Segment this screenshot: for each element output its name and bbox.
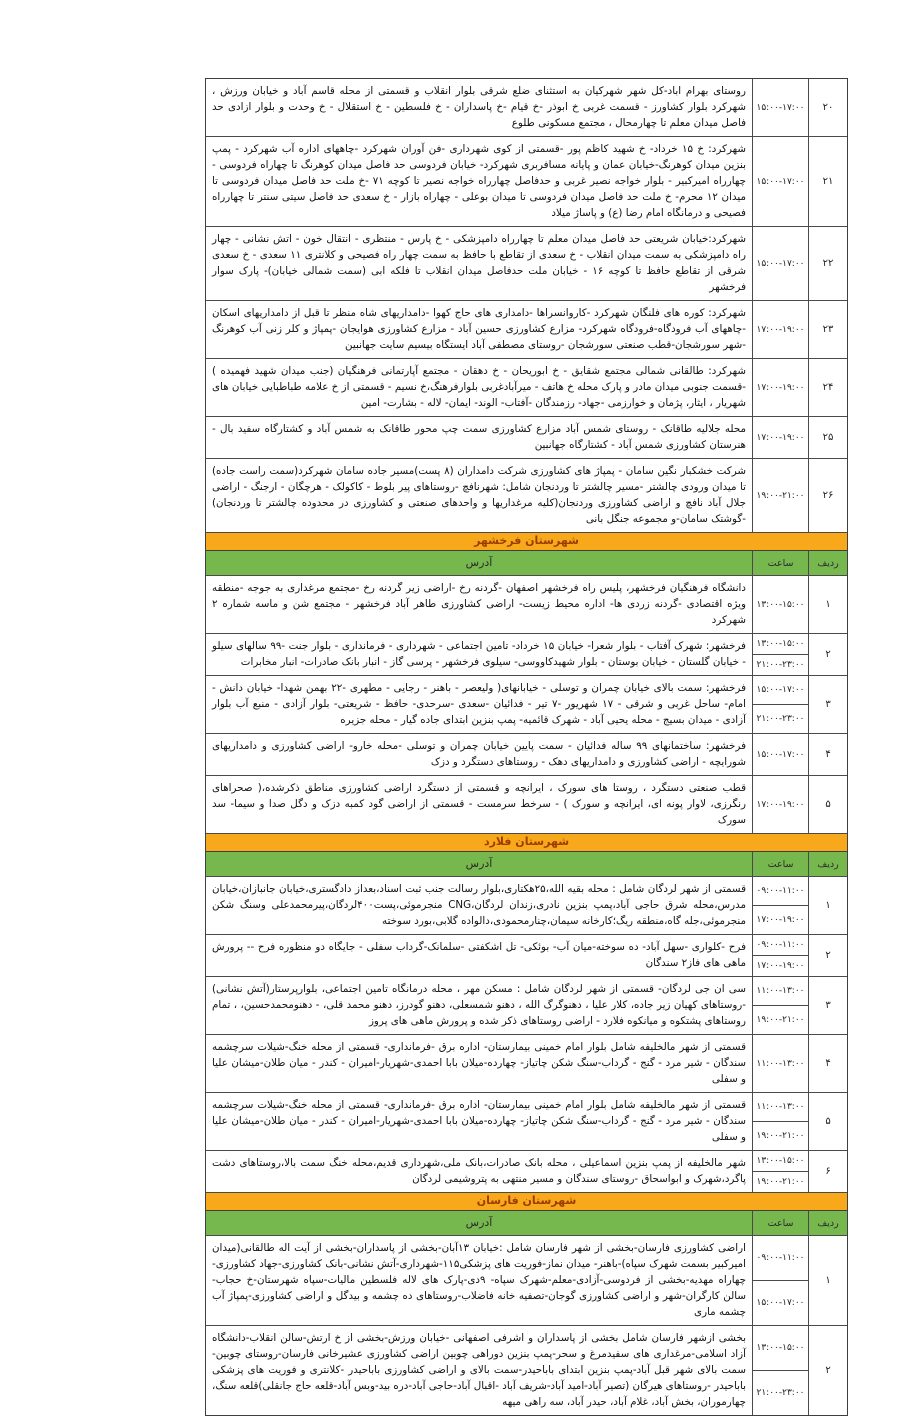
section-header: شهرستان فلارد bbox=[206, 834, 847, 852]
time-cell bbox=[752, 459, 808, 532]
time-slot: ۲۱:۰۰-۲۳:۰۰ bbox=[753, 654, 808, 675]
address-cell: شهرکرد: طالقانی شمالی مجتمع شقایق - خ ابوریحان - خ دهقان - مجتمع آپارتمانی فرهنگیان (جنب میدان شهید فهمیده ) -قسمت جنوبی میدان مادر و پارک محله خ هاتف - میرآبادغربی بلوارفرهنگ،خ نسیم - قسمتی از خ علامه طباطبایی خیابان های شهریار ، ایثار، پژمان و خوارزمی -جهاد- رزمندگان -آفتاب- الوند- ایمان- لاله - بشارت- امین bbox=[212, 365, 746, 409]
time-column-header: ساعت bbox=[752, 1211, 808, 1235]
row-number: ۲ bbox=[808, 1326, 847, 1415]
time-slot: ۱۵:۰۰-۱۷:۰۰ bbox=[753, 1280, 808, 1325]
table-row bbox=[206, 137, 847, 227]
table-row bbox=[206, 1093, 847, 1151]
time-slot: ۱۱:۰۰-۱۳:۰۰ bbox=[756, 986, 805, 996]
table-row bbox=[206, 935, 847, 977]
address-cell: بخشی ازشهر فارسان شامل بخشی از پاسداران و اشرفی اصفهانی -خیابان ورزش-بخشی از خ ارتش-سالن انقلاب-دانشگاه آزاد اسلامی-مرغداری های سفیدمرغ و سحر-پمپ بنزین دوراهی چوبین اراضی کشاورزی عشیرخانی فارسان-روستای چوبین-سمت بالای شهر قبل آباد-پمپ بنزین ابتدای باباحیدر-سمت بالای و اراضی کشاورزی باباحیدر -کلانتری و فوریت های پزشکی باباحیدر -روستاهای هیرگان (تصیر آباد-امید آباد-شریف آباد -اقبال آباد-حاجی آباد-دره بید-وبس آباد-قلعه حاج جانقلی)قلعه سنگ، چهارموران، بخش آباد، غلام آباد، حیدر آباد، سه راهی میهه bbox=[212, 1332, 746, 1408]
address-cell: قسمتی از شهر مالخلیفه شامل بلوار امام خمینی بیمارستان- اداره برق -فرمانداری- قسمتی از محله خنگ-شیلات سرچشمه سندگان - شیر مرد - گنج - گرداب-سنگ شکن چاتیاز- چهارده-میلان بابا احمدی-شهریار-امیران - کندر - میان طلان-میشان علیا و سفلی bbox=[212, 1099, 746, 1143]
time-cell bbox=[752, 877, 808, 934]
address-cell: اراضی کشاورزی فارسان-بخشی از شهر فارسان شامل :خیابان ۱۳آبان-بخشی از پاسداران-بخشی از آیت اله طالقانی(میدان امیرکبیر بسمت شهرک سپاه)-باهنر- میدان نماز-فوریت های پزشکی۱۱۵-شهرداری-آتش نشانی-بانک کشاورزی-جهاد کشاورزی-چهاراه مهدیه-بخشی از فردوسی-آزادی-معلم-شهرک سپاه- ۹دی-پارک های لاله فلسطین مالیات-سپاه شهرستان-خ حجاب-سالن کارگران-شهر و اراضی کشاورزی گوجان-تصفیه خانه فاضلاب-روستاهای ده چشمه و بیدگل و اراضی کشاورزی-پمپاژ آب چشمه ماری bbox=[212, 1242, 746, 1318]
time-slot: ۱۳:۰۰-۱۵:۰۰ bbox=[756, 599, 805, 610]
time-slot: ۱۳:۰۰-۱۵:۰۰ bbox=[756, 1156, 805, 1166]
time-column-header: ساعت bbox=[752, 551, 808, 575]
time-slot: ۱۳:۰۰-۱۵:۰۰ bbox=[756, 639, 805, 649]
time-cell bbox=[752, 576, 808, 633]
time-slot: ۱۷:۰۰-۱۹:۰۰ bbox=[753, 955, 808, 976]
table-body bbox=[206, 79, 847, 1415]
column-header-row bbox=[206, 1211, 847, 1236]
time-slot: ۲۱:۰۰-۲۳:۰۰ bbox=[753, 1370, 808, 1415]
address-cell: شهرکرد: خ ۱۵ خرداد- خ شهید کاظم پور -قسمتی از کوی شهرداری -فن آوران شهرکرد -چاههای اداره آب شهرکرد - پمپ بنزین میدان کوهرنگ-خیابان عمان و پایانه مسافربری شهرکرد- خیابان فردوسی حد فاصل میدان کوهرنگ تا چهاراه فردوسی - چهارراه امیرکبیر - بلوار خواجه نصیر غربی و حدفاصل چهارراه خواجه نصیر تا کوچه ۷۱ -خ ملت حد فاصل میدان فردوسی تا میدان ۱۲ محرم- خ ملت حد فاصل میدان فردوسی تا میدان بوعلی - چهاراه بازار - خ سعدی حد فاصل سیتی سنتر تا چهارراه فصیحی و درمانگاه امام رضا (ع) و پاساژ میلاد bbox=[212, 143, 747, 219]
address-cell: قسمتی از شهر لردگان شامل : محله بقیه الله،۲۵هکتاری،بلوار رسالت جنب ثبت اسناد،بعداز دادگستری،خیابان جانبازان،خیابان مدرس،محله شرق حاجی آباد،پمپ بنزین نادری،زندان لردگان،CNG منجرموئی،پست۴۰۰لردگان،پیرمحمدعلی وسنگ شکن منجرموئی،جله گاه،منطقه ریگ؛کارخانه سیمان،چنارمحمودی،دالواده گلابی،بورد سوخته bbox=[212, 883, 746, 927]
address-cell: شهر مالخلیفه از پمپ بنزین اسماعیلی ، محله بانک صادرات،بانک ملی،شهرداری قدیم،محله خنگ سمت بالا،روستاهای دشت پاگرد،شهرک و ابواسحاق -روستای سندگان و مسیر منتهی به پتروشیمی لردگان bbox=[212, 1157, 746, 1185]
time-cell bbox=[752, 1093, 808, 1150]
address-column-header: آدرس bbox=[465, 1216, 493, 1229]
time-cell bbox=[752, 359, 808, 416]
row-column-header: ردیف bbox=[808, 551, 847, 575]
address-cell: روستای بهرام اباد-کل شهر شهرکیان به استثنای ضلع شرقی بلوار انقلاب و قسمتی از محله قاسم آباد و خیابان ورزش ، شهرکرد بلوار کشاورز - قسمت غربی خ ابوذر -خ قیام -خ پاسداران - خ فلسطین - خ استقلال - خ وحدت و بلوار ازادی حد فاصل میدان معلم تا چهارمحال ، مجتمع مسکونی طلوع bbox=[212, 85, 746, 129]
address-cell: شهرکرد:خیابان شریعتی حد فاصل میدان معلم تا چهارراه دامپزشکی - خ پارس - منتظری - انتقال خون - اتش نشانی - چهار راه دامپزشکی به سمت میدان انقلاب - خ سعدی از تقاطع با حافظ به سمت چهار راه فصیحی و کلانتری ۱۱ سعدی - خ سعدی شرقی از تقاطع حافظ تا کوچه ۱۶ - خیابان ملت حدفاصل میدان انقلاب تا فلکه ابی (سمت شمالی خیابان)- پارک سوار فرخشهر bbox=[212, 233, 747, 293]
address-cell: سی ان جی لردگان- قسمتی از شهر لردگان شامل : مسکن مهر ، محله درمانگاه تامین اجتماعی، بلوارپرستار(آتش نشانی) -روستاهای کهیان زیر جاده، کلار علیا ، دهنوگرگ الله ، دهنو شمسعلی، دهنو گودرز، دهنو محمد قلی، - دهنومحمدحسین، ، تمام روستاهای پشتکوه و میانکوه فلارد - اراضی روستاهای ذکر شده و پرورش ماهی های پروز bbox=[212, 983, 746, 1027]
column-header-row bbox=[206, 551, 847, 576]
row-number: ۲۲ bbox=[808, 227, 847, 300]
table-row bbox=[206, 676, 847, 734]
table-row bbox=[206, 417, 847, 459]
table-row bbox=[206, 79, 847, 137]
time-slot: ۰۹:۰۰-۱۱:۰۰ bbox=[756, 886, 805, 896]
row-number: ۲۶ bbox=[808, 459, 847, 532]
time-cell bbox=[752, 776, 808, 833]
time-slot: ۱۱:۰۰-۱۳:۰۰ bbox=[756, 1102, 805, 1112]
time-slot: ۱۹:۰۰-۲۱:۰۰ bbox=[753, 1121, 808, 1150]
time-slot: ۱۹:۰۰-۲۱:۰۰ bbox=[756, 490, 805, 501]
time-cell bbox=[752, 935, 808, 976]
row-number: ۵ bbox=[808, 1093, 847, 1150]
address-cell: دانشگاه فرهنگیان فرخشهر، پلیس راه فرخشهر اصفهان -گردنه رخ -اراضی زیر گردنه رخ -مجتمع مرغداری به جوجه -منطقه ویژه اقتصادی -گردنه زردی ها- اداره محیط زیست- اراضی کشاورزی طاهر آباد فرخشهر - مجتمع شن و ماسه شماره ۲ شهرکرد bbox=[212, 582, 746, 626]
time-cell bbox=[752, 977, 808, 1034]
time-slot: ۱۹:۰۰-۲۱:۰۰ bbox=[753, 1171, 808, 1192]
time-slot: ۱۵:۰۰-۱۷:۰۰ bbox=[756, 176, 805, 187]
table-row bbox=[206, 734, 847, 776]
row-number: ۲ bbox=[808, 634, 847, 675]
row-column-header: ردیف bbox=[808, 852, 847, 876]
time-slot: ۱۵:۰۰-۱۷:۰۰ bbox=[756, 749, 805, 760]
time-cell bbox=[752, 734, 808, 775]
table-row bbox=[206, 634, 847, 676]
row-number: ۱ bbox=[808, 1236, 847, 1325]
table-row bbox=[206, 1151, 847, 1193]
time-slot: ۱۹:۰۰-۲۱:۰۰ bbox=[753, 1005, 808, 1034]
table-row bbox=[206, 1326, 847, 1415]
time-slot: ۱۵:۰۰-۱۷:۰۰ bbox=[756, 102, 805, 113]
time-slot: ۱۷:۰۰-۱۹:۰۰ bbox=[753, 905, 808, 934]
time-cell bbox=[752, 301, 808, 358]
time-cell bbox=[752, 1326, 808, 1415]
row-number: ۲۰ bbox=[808, 79, 847, 136]
time-slot: ۱۷:۰۰-۱۹:۰۰ bbox=[756, 324, 805, 335]
time-slot: ۲۱:۰۰-۲۳:۰۰ bbox=[753, 704, 808, 733]
time-cell bbox=[752, 676, 808, 733]
time-cell bbox=[752, 227, 808, 300]
table-row bbox=[206, 1035, 847, 1093]
time-column-header: ساعت bbox=[752, 852, 808, 876]
time-slot: ۱۵:۰۰-۱۷:۰۰ bbox=[756, 258, 805, 269]
row-number: ۲ bbox=[808, 935, 847, 976]
section-header: شهرستان فرخشهر bbox=[206, 533, 847, 551]
time-slot: ۱۷:۰۰-۱۹:۰۰ bbox=[756, 432, 805, 443]
table-row bbox=[206, 1236, 847, 1326]
time-cell bbox=[752, 1151, 808, 1192]
row-number: ۲۳ bbox=[808, 301, 847, 358]
time-slot: ۱۱:۰۰-۱۳:۰۰ bbox=[756, 1058, 805, 1069]
row-number: ۲۱ bbox=[808, 137, 847, 226]
row-number: ۲۵ bbox=[808, 417, 847, 458]
time-cell bbox=[752, 1035, 808, 1092]
row-number: ۱ bbox=[808, 576, 847, 633]
address-cell: فرخشهر: ساختمانهای ۹۹ ساله فدائیان - سمت پایین خیابان چمران و توسلی -محله خارو- اراضی کشاورزی و دامداریهای شورایچه - اراضی کشاورزی و دامداریهای دهک - روستاهای دستگرد و دزک bbox=[212, 740, 746, 768]
row-number: ۱ bbox=[808, 877, 847, 934]
row-column-header: ردیف bbox=[808, 1211, 847, 1235]
address-cell: فرخشهر: شهرک آفتاب - بلوار شعرا- خیابان ۱۵ خرداد- تامین اجتماعی - شهرداری - فرمانداری - بلوار جنت -۹۹ سالهای سیلو - خیابان گلستان - خیابان بوستان - بلوار شهیدکاووسی- سیلوی فرخشهر - پرسی گاز - انبار بانک صادرات- انبار مخابرات bbox=[212, 640, 746, 668]
table-row bbox=[206, 576, 847, 634]
row-number: ۴ bbox=[808, 734, 847, 775]
row-number: ۴ bbox=[808, 1035, 847, 1092]
time-slot: ۱۷:۰۰-۱۹:۰۰ bbox=[756, 382, 805, 393]
address-cell: شهرکرد: کوره های فلنگان شهرکرد -کاروانسراها -دامداری های حاج کهوا -دامداریهای شاه منظر تا قبل از دامداریهای اسکان -چاههای آب فرودگاه-فرودگاه شهرکرد- مزارع کشاورزی حسین آباد - مزارع کشاورزی هوایجان -پمپاژ و کلر زنی آب کوهرنگ -شهر سورشجان-قطب صنعتی سورشجان -روستای مصطفی آباد ایستگاه بیسیم سایت جهانبین bbox=[212, 307, 746, 351]
table-row bbox=[206, 359, 847, 417]
row-number: ۳ bbox=[808, 676, 847, 733]
table-row bbox=[206, 301, 847, 359]
outage-schedule-table bbox=[205, 78, 848, 1416]
time-slot: ۰۹:۰۰-۱۱:۰۰ bbox=[756, 940, 805, 950]
section-header: شهرستان فارسان bbox=[206, 1193, 847, 1211]
address-cell: شرکت خشکبار نگین سامان - پمپاژ های کشاورزی شرکت دامداران (۸ پست)مسیر جاده سامان شهرکرد(سمت راست جاده) تا میدان ورودی چالشتر -مسیر چالشتر تا وردنجان شامل: شهرنافچ -روستاهای پیر بلوط - کاکولک - هرچگان - ارجنگ - اراضی جلال آباد نافچ و اراضی کشاورزی وردنجان(کلیه مرغداریها و واحدهای صنعتی و کشاورزی در محدوده چالشتر تا وردنجان) -گوشتک سامان-و مجموعه جنگل بانی bbox=[212, 465, 746, 525]
time-cell bbox=[752, 1236, 808, 1325]
time-cell bbox=[752, 79, 808, 136]
column-header-row bbox=[206, 852, 847, 877]
time-slot: ۱۵:۰۰-۱۷:۰۰ bbox=[756, 685, 805, 695]
row-number: ۲۴ bbox=[808, 359, 847, 416]
time-cell bbox=[752, 417, 808, 458]
time-slot: ۱۷:۰۰-۱۹:۰۰ bbox=[756, 799, 805, 810]
address-cell: محله جلالیه طاقانک - روستای شمس آباد مزارع کشاورزی سمت چپ محور طاقانک به شمس آباد و کشتارگاه سفید بال - هنرستان کشاورزی شمس آباد - کشتارگاه جهانبین bbox=[212, 423, 746, 451]
address-cell: فرح -کلواری -سهل آباد- ده سوخته-میان آب- بوئکی- تل اشکفتی -سلمانک-گرداب سفلی - جایگاه دو منظوره فرح -- پرورش ماهی های فاز۲ سندگان bbox=[212, 941, 746, 969]
table-row bbox=[206, 977, 847, 1035]
time-slot: ۱۳:۰۰-۱۵:۰۰ bbox=[756, 1343, 805, 1353]
table-row bbox=[206, 776, 847, 834]
address-cell: فرخشهر: سمت بالای خیابان چمران و توسلی - خیابانهای( ولیعصر - باهنر - رجایی - مطهری -۲۲ بهمن شهدا- خیابان دانش - امام- ساحل غربی و شرقی - ۱۷ شهریور -۷ تیر - فدائیان -سعدی -سرحدی- حافظ - شریعتی- بلوار آزادی - منبع آب بلوار آزادی - میدان بسیج - محله یحیی آباد - شهرک قائمیه- پمپ بنزین ابتدای جاده گیار - محله جزیره bbox=[212, 682, 747, 726]
time-cell bbox=[752, 137, 808, 226]
table-row bbox=[206, 877, 847, 935]
row-number: ۳ bbox=[808, 977, 847, 1034]
address-cell: قطب صنعتی دستگرد ، روستا های سورک ، ایرانچه و قسمتی از دستگرد اراضی کشاورزی مناطق ذکرشده،( صحراهای رنگرزی، لاوار پونه ای، ایرانچه و سورک ) - سرخط سرمست - قسمتی از اراضی گود کمبه دزک و دگل صدا و سیما- سد سورک bbox=[212, 782, 746, 826]
address-column-header: آدرس bbox=[465, 857, 493, 870]
table-row bbox=[206, 227, 847, 301]
time-cell bbox=[752, 634, 808, 675]
time-slot: ۰۹:۰۰-۱۱:۰۰ bbox=[756, 1253, 805, 1263]
address-column-header: آدرس bbox=[465, 556, 493, 569]
row-number: ۶ bbox=[808, 1151, 847, 1192]
row-number: ۵ bbox=[808, 776, 847, 833]
address-cell: قسمتی از شهر مالخلیفه شامل بلوار امام خمینی بیمارستان- اداره برق -فرمانداری- قسمتی از محله خنگ-شیلات سرچشمه سندگان - شیر مرد - گنج - گرداب-سنگ شکن چاتیاز- چهارده-میلان بابا احمدی-شهریار-امیران - کندر - میان طلان-میشان علیا و سفلی bbox=[212, 1041, 746, 1085]
table-row bbox=[206, 459, 847, 533]
